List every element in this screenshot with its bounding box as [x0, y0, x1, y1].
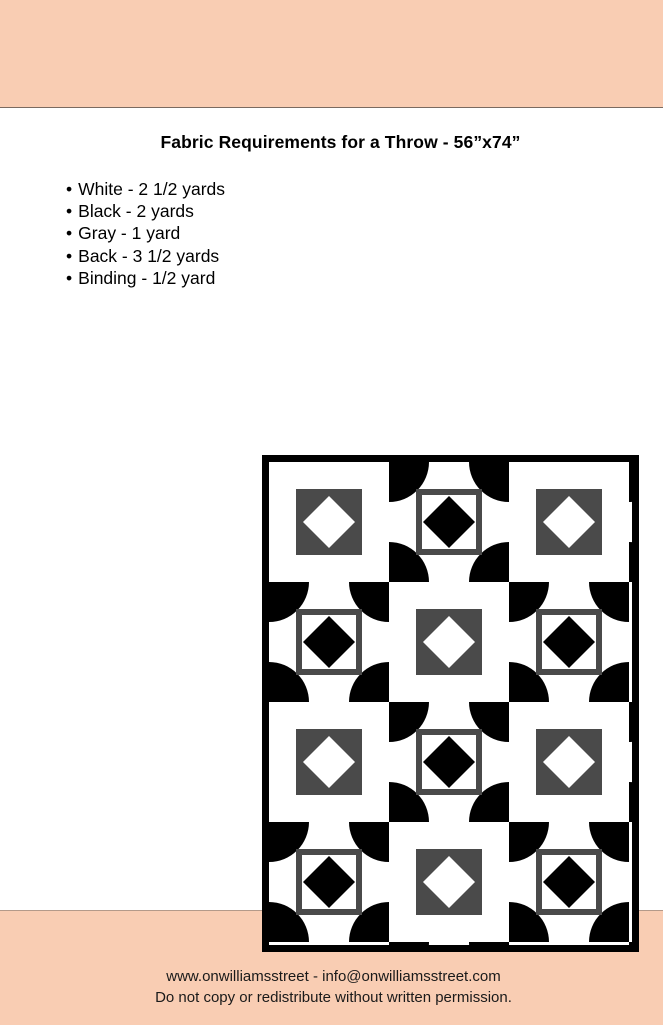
- page-title: Fabric Requirements for a Throw - 56”x74”: [160, 132, 521, 152]
- list-item: • Binding - 1/2 yard: [66, 267, 225, 289]
- list-item: • Black - 2 yards: [66, 200, 225, 222]
- footer: [0, 966, 663, 1008]
- list-item: • Back - 3 1/2 yards: [66, 245, 225, 267]
- list-item: • Gray - 1 yard: [66, 222, 225, 244]
- quilt-illustration: [262, 455, 639, 952]
- footer-contact: www.onwilliamsstreet - info@onwilliamsstreet.com: [166, 968, 501, 985]
- quilt-pattern-image: [262, 455, 639, 952]
- fabric-requirements-list: [66, 178, 225, 289]
- footer-copyright: Do not copy or redistribute without written permission.: [155, 989, 512, 1006]
- top-band: [0, 0, 663, 108]
- list-item: • White - 2 1/2 yards: [66, 178, 225, 200]
